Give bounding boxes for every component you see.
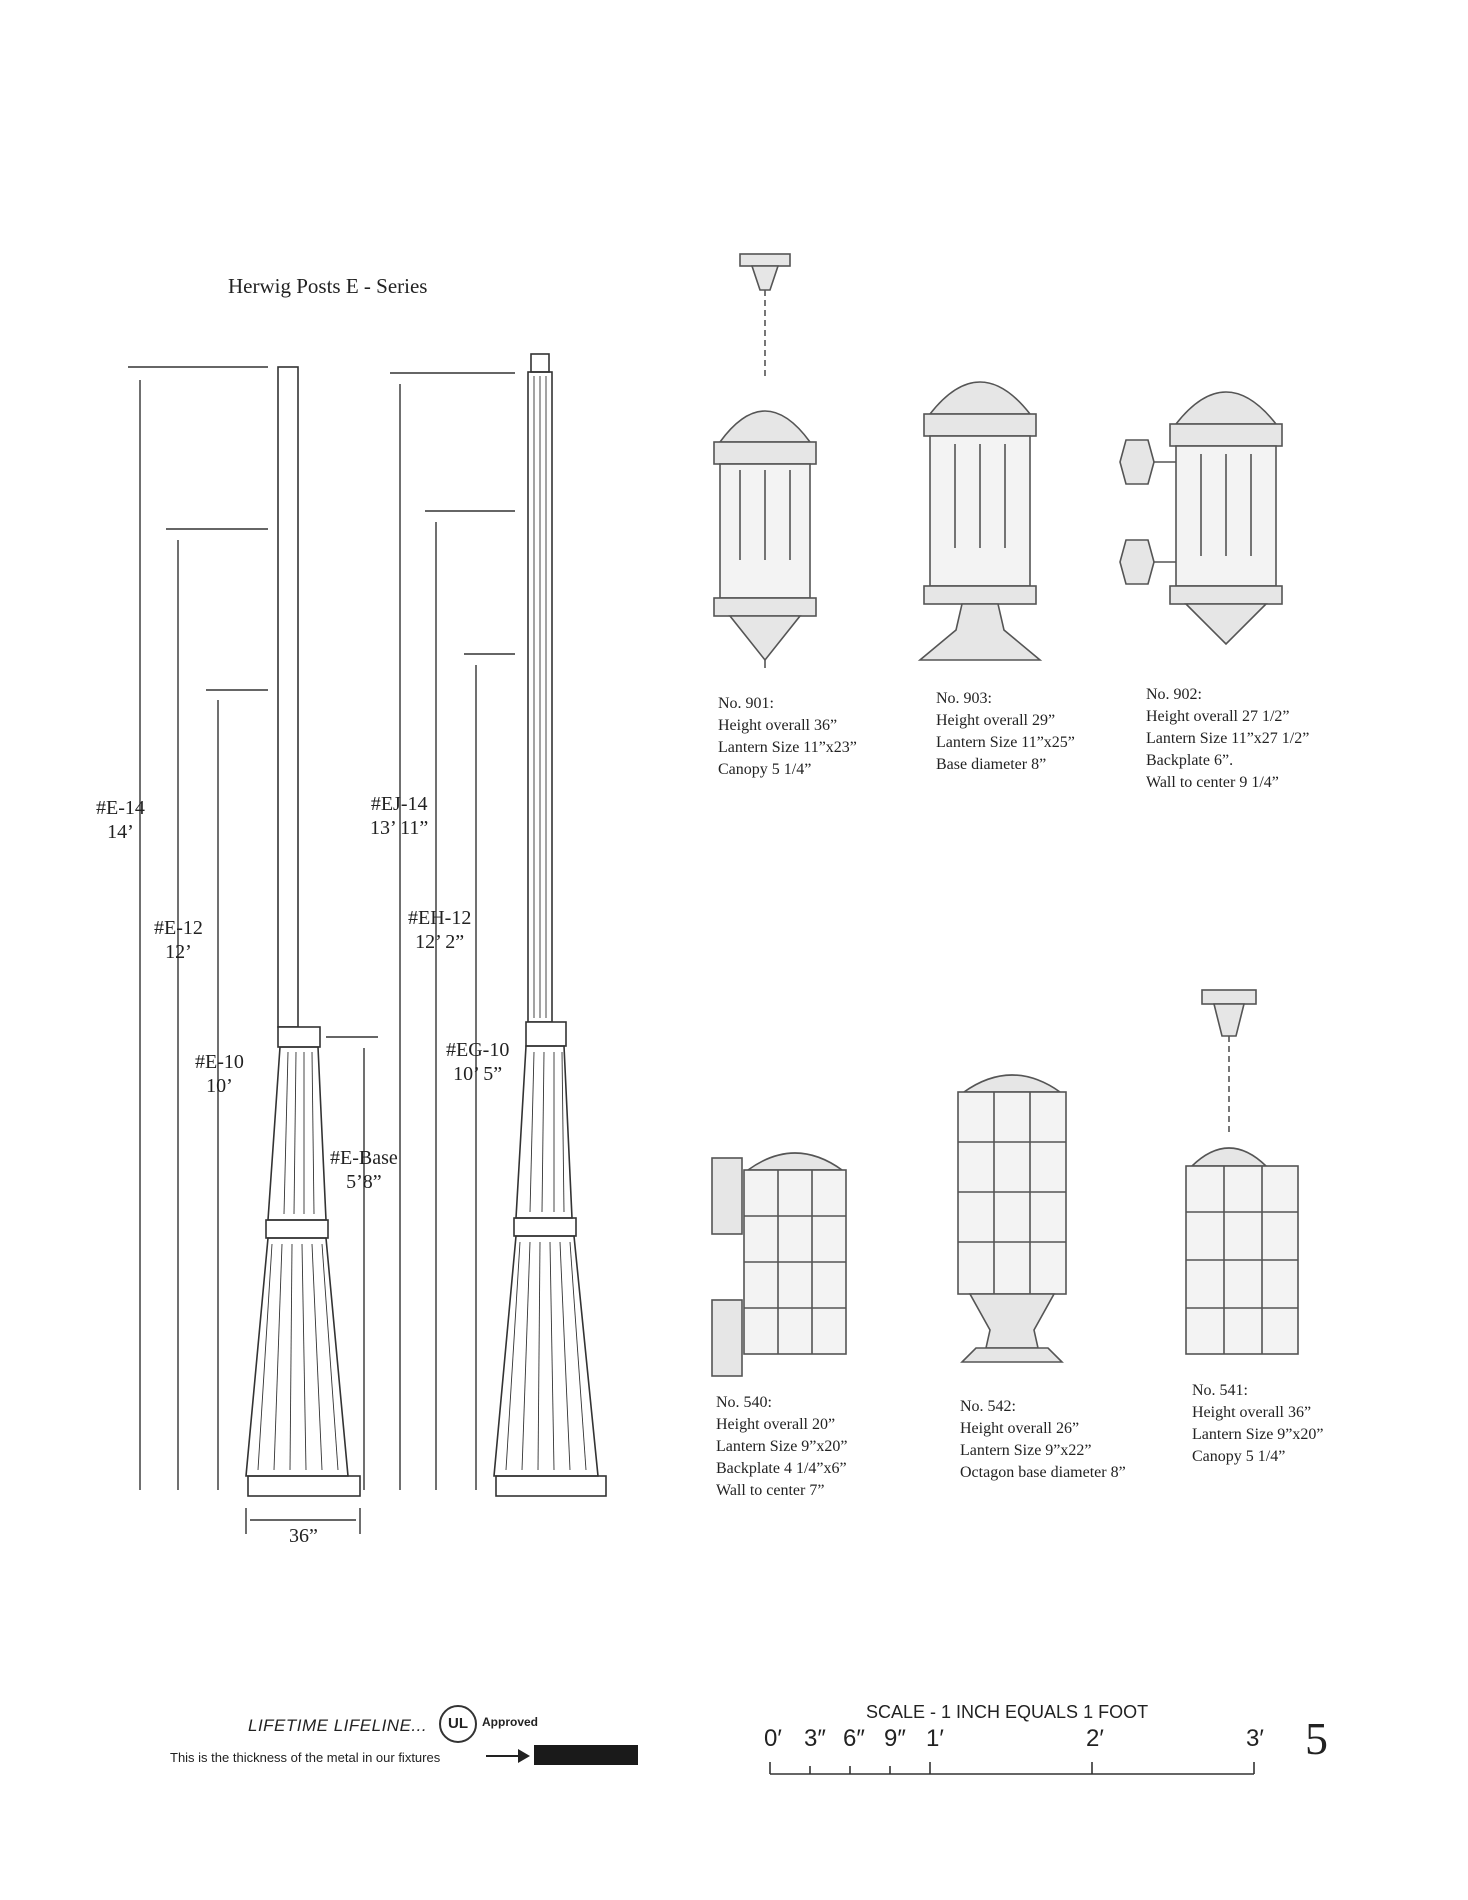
scale-tick-label: 1′ — [926, 1725, 944, 1752]
scale-tick-label: 0′ — [764, 1725, 782, 1752]
fixture-902-spec — [1146, 684, 1309, 794]
fixture-542-line: Octagon base diameter 8” — [960, 1464, 1126, 1481]
scale-tick-label: 3′ — [1246, 1725, 1264, 1752]
post-ej14-code: #EJ-14 — [370, 793, 428, 815]
post-e10-code: #E-10 — [195, 1051, 244, 1073]
fixture-540-line: Backplate 4 1/4”x6” — [716, 1460, 847, 1477]
fixture-902-line: Height overall 27 1/2” — [1146, 708, 1290, 725]
lantern-542-image — [958, 1075, 1066, 1362]
fixture-542-spec — [960, 1396, 1126, 1484]
fixture-903-line: Base diameter 8” — [936, 756, 1047, 773]
post-ebase-height: 5’8” — [346, 1171, 382, 1193]
fixture-540-spec — [716, 1392, 848, 1502]
fixture-903-line: Lantern Size 11”x25” — [936, 734, 1075, 751]
ul-logo: UL — [439, 1705, 477, 1743]
scale-tick-label: 2′ — [1086, 1725, 1104, 1752]
lantern-901-image — [714, 254, 816, 668]
scale-bar — [760, 1752, 1260, 1782]
lifetime-lifeline-text: LIFETIME LIFELINE... — [248, 1716, 428, 1735]
fixture-902-line: Backplate 6”. — [1146, 752, 1234, 769]
lantern-541-image — [1186, 990, 1298, 1354]
page-number: 5 — [1305, 1713, 1328, 1764]
post-e14-code: #E-14 — [96, 797, 145, 819]
post-e12-code: #E-12 — [154, 917, 203, 939]
arrow-right-icon — [484, 1746, 534, 1766]
fixture-902-number: No. 902: — [1146, 686, 1202, 703]
post-eh12-height: 12’ 2” — [415, 931, 465, 953]
fixture-541-number: No. 541: — [1192, 1382, 1248, 1399]
page-title: Herwig Posts E - Series — [228, 274, 428, 298]
post-eg10-code: #EG-10 — [446, 1039, 510, 1061]
post-e10-height: 10’ — [206, 1075, 233, 1097]
approved-text: Approved — [482, 1715, 539, 1729]
post-ej14-height: 13’ 11” — [370, 817, 429, 839]
fixture-901-spec — [718, 693, 857, 781]
fixture-903-line: Height overall 29” — [936, 712, 1056, 729]
post-e12-height: 12’ — [165, 941, 192, 963]
fixture-540-number: No. 540: — [716, 1394, 772, 1411]
fixture-541-line: Lantern Size 9”x20” — [1192, 1426, 1324, 1443]
metal-thickness-bar — [534, 1745, 638, 1765]
scale-tick-label: 6″ — [843, 1725, 865, 1752]
post-base-width: 36” — [289, 1525, 318, 1547]
fixture-541-spec — [1192, 1380, 1324, 1468]
fixture-542-number: No. 542: — [960, 1398, 1016, 1415]
post-eg10-height: 10’ 5” — [453, 1063, 503, 1085]
fixture-903-spec — [936, 688, 1075, 776]
fixture-540-line: Wall to center 7” — [716, 1482, 825, 1499]
lantern-903-image — [920, 382, 1040, 660]
fixture-541-line: Height overall 36” — [1192, 1404, 1312, 1421]
lantern-902-image — [1120, 392, 1282, 644]
scale-tick-label: 3″ — [804, 1725, 826, 1752]
fixture-541-line: Canopy 5 1/4” — [1192, 1448, 1286, 1465]
scale-tick-label: 9″ — [884, 1725, 906, 1752]
fixture-903-number: No. 903: — [936, 690, 992, 707]
fixture-901-line: Canopy 5 1/4” — [718, 761, 812, 778]
post-e14-height: 14’ — [107, 821, 134, 843]
lantern-540-image — [712, 1153, 846, 1376]
fixture-540-line: Lantern Size 9”x20” — [716, 1438, 848, 1455]
fixture-901-number: No. 901: — [718, 695, 774, 712]
thickness-note: This is the thickness of the metal in our fixtures — [170, 1750, 441, 1765]
fixture-542-line: Height overall 26” — [960, 1420, 1080, 1437]
scale-title: SCALE - 1 INCH EQUALS 1 FOOT — [866, 1702, 1149, 1722]
fixture-542-line: Lantern Size 9”x22” — [960, 1442, 1092, 1459]
post-eh12-code: #EH-12 — [408, 907, 472, 929]
fixture-902-line: Wall to center 9 1/4” — [1146, 774, 1279, 791]
fixture-540-line: Height overall 20” — [716, 1416, 836, 1433]
fixture-902-line: Lantern Size 11”x27 1/2” — [1146, 730, 1310, 747]
post-ebase-code: #E-Base — [330, 1147, 398, 1169]
fixture-901-line: Height overall 36” — [718, 717, 838, 734]
fixture-901-line: Lantern Size 11”x23” — [718, 739, 857, 756]
